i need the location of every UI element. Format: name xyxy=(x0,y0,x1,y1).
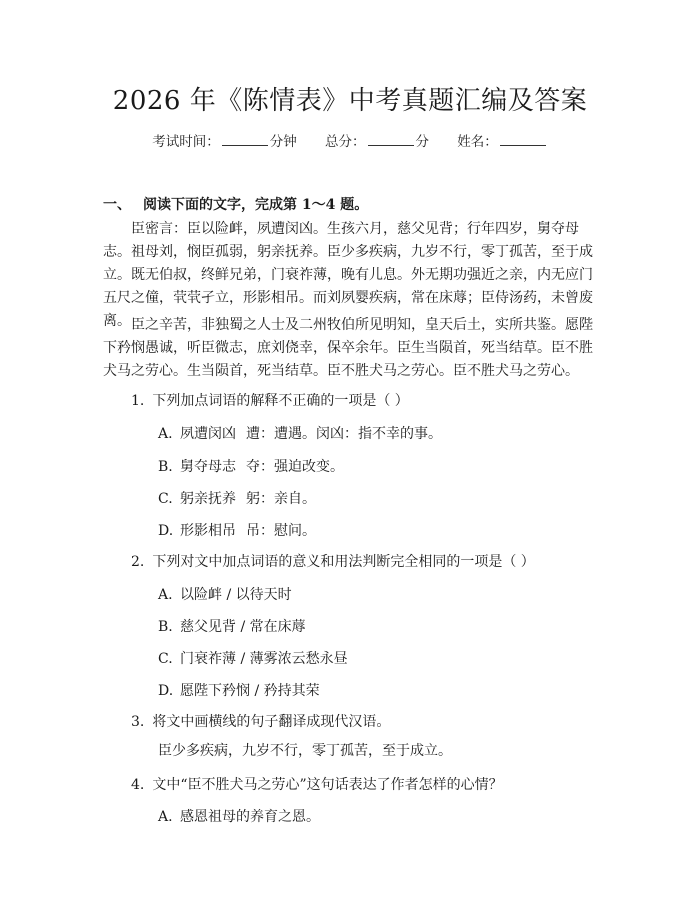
option-text: 夙遭闵凶 xyxy=(180,426,236,442)
passage-paragraph-1: 臣密言：臣以险衅，夙遭闵凶。生孩六月，慈父见背；行年四岁，舅夺母志。祖母刘，悯臣孤弱，躬亲抚养。臣少多疾病，九岁不行，零丁孤苦，至于成立。既无伯叔，终鲜兄弟，门衰祚薄，晚有儿息。外无期功强近之亲，内无应门五尺之僮，茕茕孑立，形影相吊。而刘夙婴疾病，常在床蓐；臣侍汤药，未曾废离。 xyxy=(103,221,593,329)
question-1-option-a xyxy=(158,423,442,443)
name-label: 姓名： xyxy=(457,134,498,150)
question-text: 文中“臣不胜犬马之劳心”这句话表达了作者怎样的心情？ xyxy=(152,777,503,793)
section-heading xyxy=(103,194,368,214)
option-letter: C. xyxy=(158,491,173,507)
question-2-option-c xyxy=(158,648,348,668)
total-score-blank xyxy=(368,144,414,146)
option-letter: C. xyxy=(158,651,173,667)
section-heading-text: 阅读下面的文字，完成第 1～4 题。 xyxy=(143,197,369,213)
total-score-field xyxy=(325,130,429,150)
option-letter: B. xyxy=(158,619,173,635)
question-text: 将文中画横线的句子翻译成现代汉语。 xyxy=(152,714,391,730)
option-gloss: 夺：强迫改变。 xyxy=(246,459,344,475)
exam-time-field xyxy=(152,130,297,150)
question-number: 4. xyxy=(131,777,145,793)
exam-info-row xyxy=(0,130,700,150)
option-text: 舅夺母志 xyxy=(180,459,236,475)
question-1 xyxy=(131,390,409,410)
question-2 xyxy=(131,551,535,571)
question-4 xyxy=(131,774,503,794)
question-2-option-b xyxy=(158,616,306,636)
question-2-option-a xyxy=(158,584,292,604)
question-1-option-c xyxy=(158,488,316,508)
option-letter: B. xyxy=(158,459,173,475)
question-number: 3. xyxy=(131,714,145,730)
name-field xyxy=(457,130,548,150)
question-3 xyxy=(131,711,390,731)
section-number: 一、 xyxy=(103,197,131,213)
question-text: 下列加点词语的解释不正确的一项是（ ） xyxy=(152,393,409,409)
question-1-option-b xyxy=(158,456,344,476)
option-text: 门衰祚薄 / 薄雾浓云愁永昼 xyxy=(180,651,348,667)
exam-time-label: 考试时间： xyxy=(152,134,220,150)
option-text: 慈父见背 / 常在床蓐 xyxy=(180,619,306,635)
question-4-option-a xyxy=(158,806,320,826)
question-number: 1. xyxy=(131,393,145,409)
question-1-option-d xyxy=(158,520,316,540)
passage-paragraph-2: 臣之辛苦，非独蜀之人士及二州牧伯所见明知，皇天后土，实所共鉴。愿陛下矜悯愚诚，听臣微志，庶刘侥幸，保卒余年。臣生当陨首，死当结草。臣不胜犬马之劳心。生当陨首，死当结草。臣不胜犬马之劳心。臣不胜犬马之劳心。 xyxy=(103,317,593,379)
option-letter: D. xyxy=(158,523,174,539)
exam-time-unit: 分钟 xyxy=(269,134,297,150)
page-title: 2026 年《陈情表》中考真题汇编及答案 xyxy=(112,86,588,116)
option-letter: A. xyxy=(158,809,173,825)
option-letter: A. xyxy=(158,587,173,603)
option-text: 愿陛下矜悯 / 矜持其荣 xyxy=(180,683,320,699)
option-text: 躬亲抚养 xyxy=(180,491,236,507)
question-text: 下列对文中加点词语的意义和用法判断完全相同的一项是（ ） xyxy=(152,554,535,570)
option-gloss: 遭：遭遇。闵凶：指不幸的事。 xyxy=(246,426,442,442)
option-gloss: 吊：慰问。 xyxy=(246,523,316,539)
total-score-label: 总分： xyxy=(325,134,366,150)
exam-time-blank xyxy=(222,144,268,146)
option-gloss: 躬：亲自。 xyxy=(246,491,316,507)
option-text: 以险衅 / 以待天时 xyxy=(180,587,292,603)
question-2-option-d xyxy=(158,680,320,700)
question-3-sentence: 臣少多疾病，九岁不行，零丁孤苦，至于成立。 xyxy=(158,743,452,759)
name-blank xyxy=(500,144,546,146)
option-letter: D. xyxy=(158,683,174,699)
option-text: 形影相吊 xyxy=(180,523,236,539)
option-letter: A. xyxy=(158,426,173,442)
question-number: 2. xyxy=(131,554,145,570)
option-text: 感恩祖母的养育之恩。 xyxy=(180,809,320,825)
total-score-unit: 分 xyxy=(415,134,429,150)
